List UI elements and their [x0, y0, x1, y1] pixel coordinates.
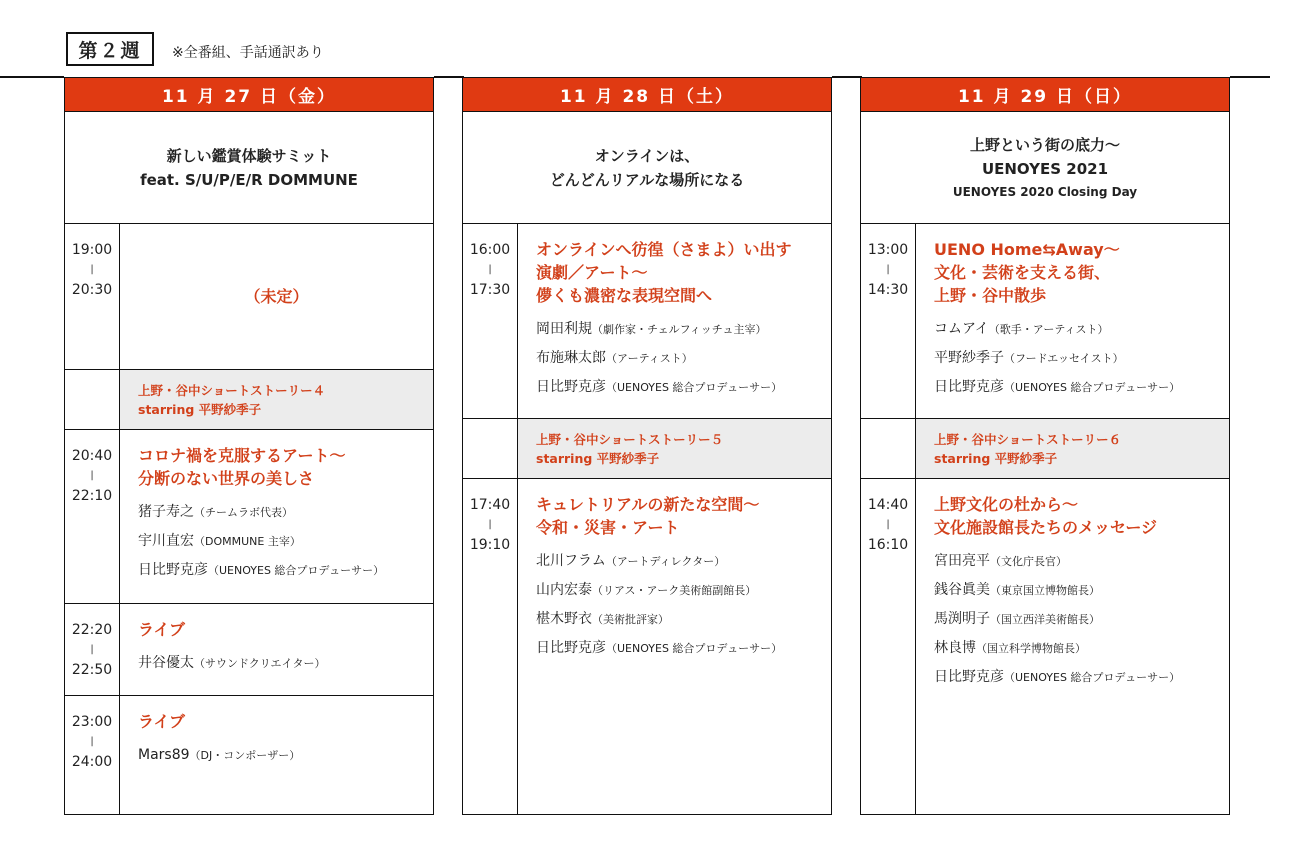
speaker: 布施琳太郎（アーティスト） [536, 350, 693, 366]
speaker: 日比野克彦（UENOYES 総合プロデューサー） [536, 640, 783, 656]
start-time: 13:00 [867, 242, 909, 258]
program-title: キュレトリアルの新たな空間～ 令和・災害・アート [536, 495, 760, 537]
speaker: 日比野克彦（UENOYES 総合プロデューサー） [934, 669, 1181, 685]
speaker: 平野紗季子（フードエッセイスト） [934, 350, 1124, 366]
start-time: 22:20 [71, 622, 113, 638]
start-time: 20:40 [71, 448, 113, 464]
program-title: 上野文化の杜から～ 文化施設館長たちのメッセージ [934, 495, 1158, 537]
day-theme [65, 112, 433, 224]
start-time: 14:40 [867, 497, 909, 513]
theme-line: 新しい鑑賞体験サミット [166, 146, 332, 165]
program-content [120, 604, 433, 695]
story-content [916, 419, 1229, 478]
program-slot [65, 604, 433, 696]
program-title: ライブ [138, 620, 186, 639]
program-slot [65, 430, 433, 604]
date-header: 11 月 27 日（金） [65, 78, 433, 112]
time-range: 17:40 | 19:10 [463, 479, 518, 814]
theme-line: UENOYES 2021 [981, 159, 1109, 178]
end-time: 19:10 [469, 537, 511, 553]
program-slot [65, 696, 433, 814]
speaker: 宮田亮平（文化庁長官） [934, 553, 1067, 569]
program-content [916, 479, 1229, 814]
end-time: 24:00 [71, 754, 113, 770]
story-content [120, 370, 433, 429]
time-range: 19:00 | 20:30 [65, 224, 120, 369]
end-time: 22:10 [71, 488, 113, 504]
program-title: ライブ [138, 712, 186, 731]
time-range: 16:00 | 17:30 [463, 224, 518, 418]
story-title: 上野・谷中ショートストーリー６ [934, 432, 1122, 447]
time-range [861, 419, 916, 478]
story-title: 上野・谷中ショートストーリー４ [138, 383, 326, 398]
story-content [518, 419, 831, 478]
speaker: 宇川直宏（DOMMUNE 主宰） [138, 533, 301, 549]
program-title: （未定） [244, 287, 309, 306]
time-range: 13:00 | 14:30 [861, 224, 916, 418]
day-theme [861, 112, 1229, 224]
program-content [120, 430, 433, 603]
end-time: 20:30 [71, 282, 113, 298]
day-column-nov29 [860, 77, 1230, 815]
time-range: 14:40 | 16:10 [861, 479, 916, 814]
speaker: 椹木野衣（美術批評家） [536, 611, 669, 627]
week-note: ※全番組、手話通訳あり [172, 45, 324, 61]
start-time: 17:40 [469, 497, 511, 513]
end-time: 22:50 [71, 662, 113, 678]
program-slot [463, 224, 831, 419]
story-starring: starring 平野紗季子 [536, 451, 660, 466]
program-slot [463, 479, 831, 814]
divider-line [0, 76, 64, 78]
end-time: 16:10 [867, 537, 909, 553]
theme-line: オンラインは、 [594, 146, 700, 165]
program-content [120, 696, 433, 814]
divider-line [832, 76, 862, 78]
speaker: 山内宏泰（リアス・アーク美術館副館長） [536, 582, 757, 598]
story-title: 上野・谷中ショートストーリー５ [536, 432, 724, 447]
speaker: Mars89（DJ・コンポーザー） [138, 747, 301, 763]
theme-line: feat. S/U/P/E/R DOMMUNE [140, 170, 358, 189]
speaker: 猪子寿之（チームラボ代表） [138, 504, 293, 520]
story-starring: starring 平野紗季子 [138, 402, 262, 417]
speaker: 日比野克彦（UENOYES 総合プロデューサー） [536, 379, 783, 395]
day-column-nov27 [64, 77, 434, 815]
week-label: 第２週 [66, 32, 154, 66]
speaker: 岡田利規（劇作家・チェルフィッチュ主宰） [536, 321, 767, 337]
start-time: 23:00 [71, 714, 113, 730]
time-range: 22:20 | 22:50 [65, 604, 120, 695]
speaker: 日比野克彦（UENOYES 総合プロデューサー） [934, 379, 1181, 395]
divider-line [434, 76, 464, 78]
program-content [518, 479, 831, 814]
program-slot [65, 224, 433, 370]
program-title: コロナ禍を克服するアート～ 分断のない世界の美しさ [138, 446, 346, 488]
start-time: 19:00 [71, 242, 113, 258]
speaker: 馬渕明子（国立西洋美術館長） [934, 611, 1100, 627]
program-title: UENO Home⇆Away～ 文化・芸術を支える街、 上野・谷中散歩 [934, 240, 1120, 305]
program-slot [861, 224, 1229, 419]
speaker: 井谷優太（サウンドクリエイター） [138, 655, 326, 671]
end-time: 14:30 [867, 282, 909, 298]
divider-line [1230, 76, 1270, 78]
program-title: オンラインへ彷徨（さまよ）い出す 演劇／アート～ 儚くも濃密な表現空間へ [536, 240, 792, 305]
speaker: 林良博（国立科学博物館長） [934, 640, 1086, 656]
program-content [120, 224, 433, 369]
theme-subline: UENOYES 2020 Closing Day [952, 184, 1138, 199]
short-story-slot [65, 370, 433, 430]
start-time: 16:00 [469, 242, 511, 258]
time-range [65, 370, 120, 429]
end-time: 17:30 [469, 282, 511, 298]
short-story-slot [463, 419, 831, 479]
story-starring: starring 平野紗季子 [934, 451, 1058, 466]
theme-line: 上野という街の底力～ [969, 135, 1120, 154]
time-range [463, 419, 518, 478]
time-range: 23:00 | 24:00 [65, 696, 120, 814]
speaker: 銭谷眞美（東京国立博物館長） [934, 582, 1100, 598]
program-slot [861, 479, 1229, 814]
day-column-nov28 [462, 77, 832, 815]
date-header: 11 月 29 日（日） [861, 78, 1229, 112]
day-theme [463, 112, 831, 224]
speaker: コムアイ（歌手・アーティスト） [934, 321, 1109, 337]
speaker: 北川フラム（アートディレクター） [536, 553, 726, 569]
date-header: 11 月 28 日（土） [463, 78, 831, 112]
theme-line: どんどんリアルな場所になる [549, 170, 745, 189]
program-content [518, 224, 831, 418]
short-story-slot [861, 419, 1229, 479]
time-range: 20:40 | 22:10 [65, 430, 120, 603]
speaker: 日比野克彦（UENOYES 総合プロデューサー） [138, 562, 385, 578]
program-content [916, 224, 1229, 418]
